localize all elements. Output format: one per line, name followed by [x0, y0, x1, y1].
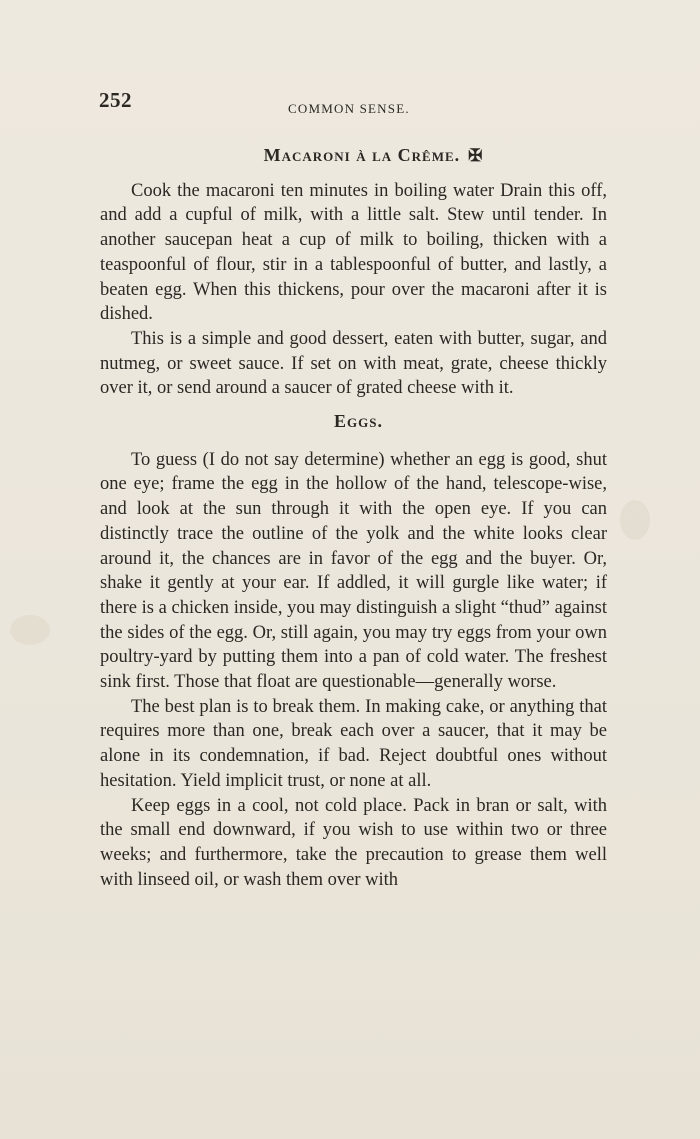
- paragraph-eggs-keeping: Keep eggs in a cool, not cold place. Pack in bran or salt, with the small end downward, if you wish to use within two or three weeks; and furthermore, take the precaution to grease them well with linseed oil, or wash them over with: [100, 795, 607, 890]
- paragraph-macaroni-serving: This is a simple and good dessert, eaten with butter, sugar, and nutmeg, or sweet sauce. If set on with meat, grate, cheese thickly over it, or send around a saucer of grated cheese with it.: [100, 328, 607, 399]
- page-number: 252: [99, 88, 132, 112]
- paper-stain: [620, 500, 650, 540]
- section-title-text: Macaroni à la Crême.: [263, 145, 461, 165]
- paragraph-eggs-breaking: The best plan is to break them. In making cake, or anything that requires more than one, break each over a saucer, that it may be alone in its condemnation, if bad. Reject doubtful ones without hesitation. Yield implicit trust, or none at all.: [100, 696, 607, 791]
- running-head: COMMON SENSE.: [288, 101, 410, 116]
- page-body: [100, 140, 607, 892]
- section-title-eggs: Eggs.: [334, 411, 383, 432]
- cross-icon: ✠: [468, 146, 484, 165]
- paragraph-eggs-testing: To guess (I do not say determine) whether an egg is good, shut one eye; frame the egg in the hollow of the hand, telescope-wise, and look at the sun through it with the open eye. If you can distinctly trace the outline of the yolk and the white looks clear around it, the chances are in favor of the egg and the buyer. Or, shake it gently at your ear. If addled, it will gurgle like water; if there is a chicken inside, you may distinguish a slight “thud” against the sides of the egg. Or, still again, you may try eggs from your own poultry-yard by putting them into a pan of cold water. The freshest sink first. Those that float are questionable—generally worse.: [100, 449, 607, 693]
- paper-stain: [10, 615, 50, 645]
- section-title-macaroni: [100, 143, 607, 169]
- paragraph-macaroni-recipe: Cook the macaroni ten minutes in boiling water Drain this off, and add a cupful of milk, with a little salt. Stew until tender. In another saucepan heat a cup of milk to boiling, thicken with a teaspoonful of flour, stir in a tablespoonful of butter, and lastly, a beaten egg. When this thickens, pour over the macaroni after it is dished.: [100, 180, 607, 325]
